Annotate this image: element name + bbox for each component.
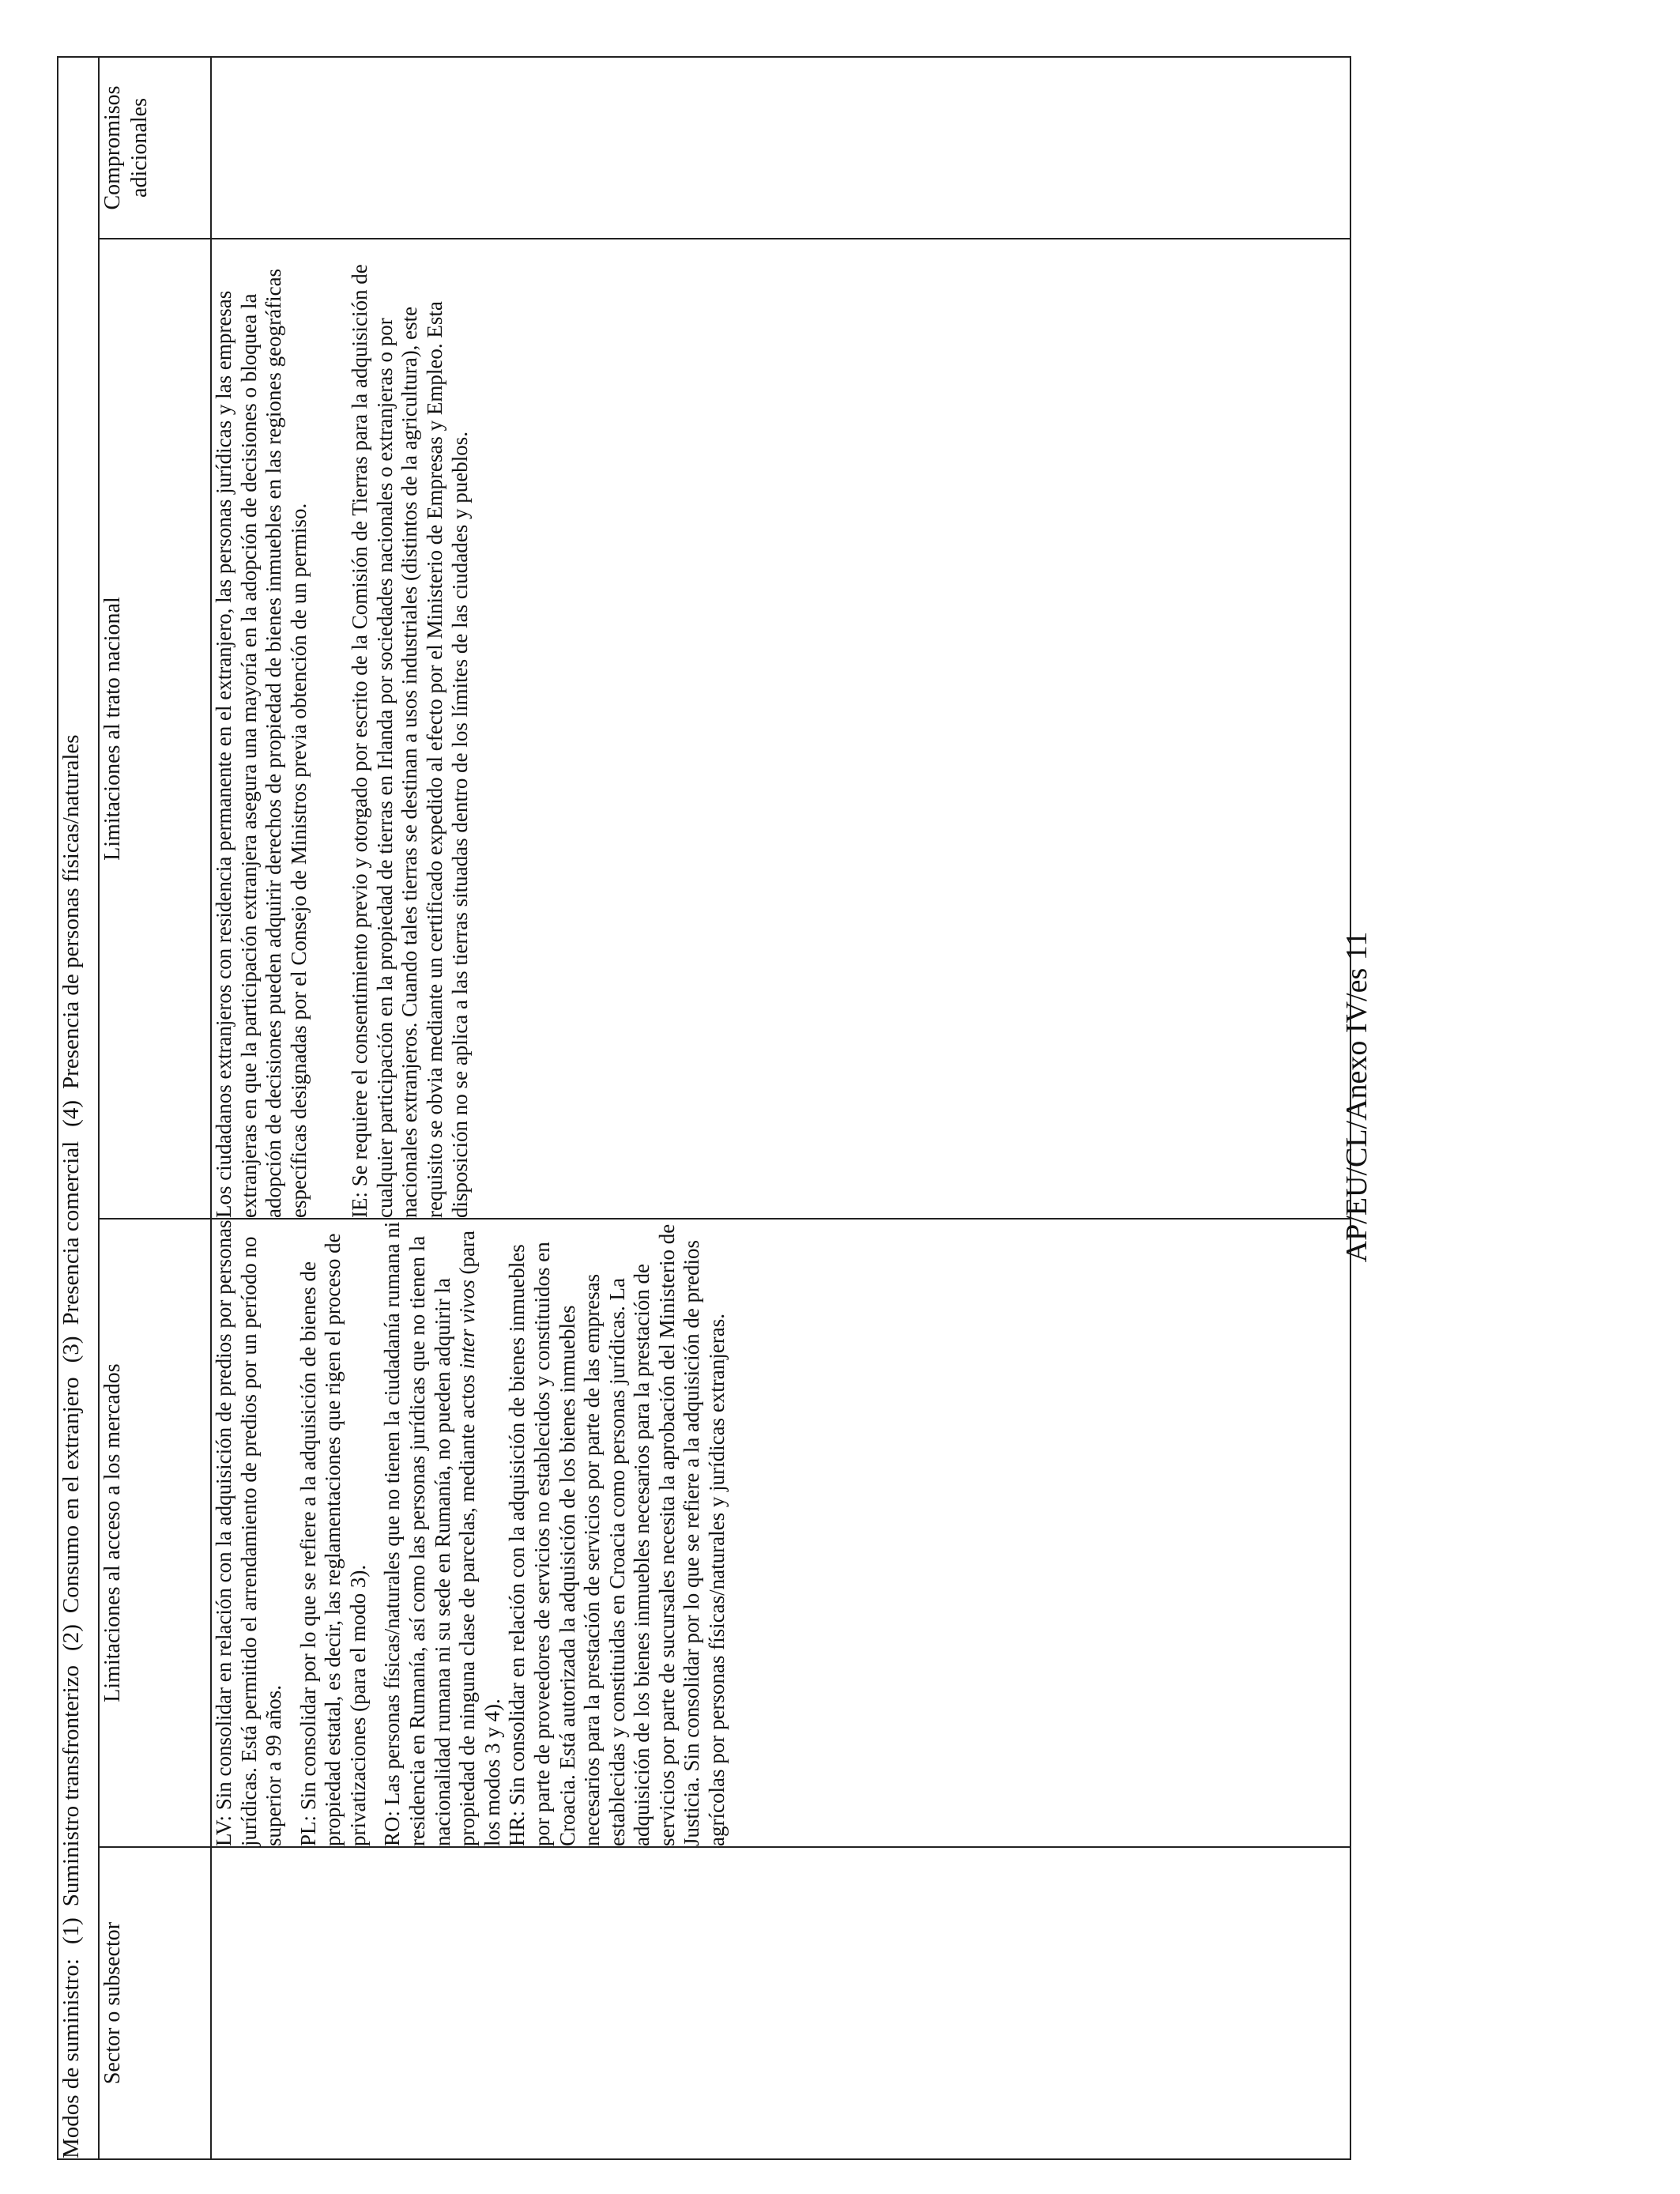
- market-access-cell: [211, 1219, 1350, 1847]
- market-access-ro-tail: (para los modos 3 y 4).: [455, 1231, 504, 1846]
- mode-3-label: Presencia comercial: [58, 1140, 84, 1325]
- modes-of-supply-row: [58, 57, 99, 2159]
- market-access-ro-text: RO: Las personas físicas/naturales que no tienen la ciudadanía rumana ni residencia en Rumanía, así como las personas jurídicas que no tienen la nacionalidad rumana ni su sede en Rumanía, no pueden adquirir la propiedad de ninguna clase de parcelas, mediante actos: [380, 1221, 480, 1846]
- market-access-lv: LV: Sin consolidar en relación con la adquisición de predios por personas jurídicas. Está permitido el arrendamiento de predios por un período no superior a 99 años.: [212, 1220, 286, 1846]
- column-header-row: [99, 57, 211, 2159]
- mode-2-number: (2): [58, 1624, 84, 1651]
- national-treatment-ie: IE: Se requiere el consentimiento previo y otorgado por escrito de la Comisión de Tierras para la adquisición de cualquier participación en la propiedad de tierras en Irlanda por sociedades nacionales o extranjeras o por nacionales extranjeros. Cuando tales tierras se destinan a usos industriales (distintos de la agricultura), este requisito se obvia mediante un certificado expedido al efecto por el Ministerio de Empresas y Empleo. Esta disposición no se aplica a las tierras situadas dentro de los límites de las ciudades y pueblos.: [348, 264, 472, 1218]
- additional-commitments-cell: [211, 57, 1350, 239]
- national-treatment-cell: [211, 239, 1350, 1219]
- mode-3-number: (3): [58, 1336, 84, 1363]
- modes-of-supply: [58, 58, 85, 2158]
- header-sector: Sector o subsector: [99, 1847, 211, 2159]
- national-treatment-lv: Los ciudadanos extranjeros con residencia permanente en el extranjero, las personas jurídicas y las empresas extranjeras en que la participación extranjera asegura una mayoría en la adopción de decisiones o bloquea la adopción de decisiones pueden adquirir derechos de propiedad de bienes inmuebles en las regiones geográficas específicas designadas por el Consejo de Ministros previa obtención de un permiso.: [212, 268, 311, 1218]
- market-access-ro: [380, 1220, 505, 1846]
- header-additional-commitments: Compromisos adicionales: [99, 57, 211, 239]
- market-access-hr: HR: Sin consolidar en relación con la adquisición de bienes inmuebles por parte de proveedores de servicios no establecidos y constituidos en Croacia. Está autorizada la adquisición de los bienes inmuebles necesarios para la prestación de servicios por parte de las empresas establecidas y constituidas en Croacia como personas jurídicas. La adquisición de los bienes inmuebles necesarios para la prestación de servicios por parte de sucursales necesita la aprobación del Ministerio de Justicia. Sin consolidar por lo que se refiere a la adquisición de predios agrícolas por personas físicas/naturales y jurídicas extranjeras.: [505, 1223, 729, 1846]
- mode-4-label: Presencia de personas físicas/naturales: [58, 734, 84, 1089]
- content-row: [211, 57, 1350, 2159]
- market-access-ro-italic: inter vivos: [455, 1280, 480, 1370]
- modes-label: Modos de suministro:: [58, 1958, 84, 2158]
- mode-1-number: (1): [58, 1917, 84, 1945]
- mode-4-number: (4): [58, 1099, 84, 1127]
- market-access-pl: PL: Sin consolidar por lo que se refiere a la adquisición de bienes de propiedad estatal, es decir, las reglamentaciones que rigen el proceso de privatizaciones (para el modo 3).: [296, 1233, 370, 1846]
- mode-1-label: Suministro transfronterizo: [58, 1664, 84, 1907]
- sector-cell: [211, 1847, 1350, 2159]
- header-national-treatment: Limitaciones al trato nacional: [99, 239, 211, 1219]
- document-reference: AP/EU/CL/Anexo IV/es 11: [1340, 931, 1373, 1263]
- header-market-access: Limitaciones al acceso a los mercados: [99, 1219, 211, 1847]
- schedule-table: [57, 56, 1351, 2160]
- mode-2-label: Consumo en el extranjero: [58, 1377, 84, 1614]
